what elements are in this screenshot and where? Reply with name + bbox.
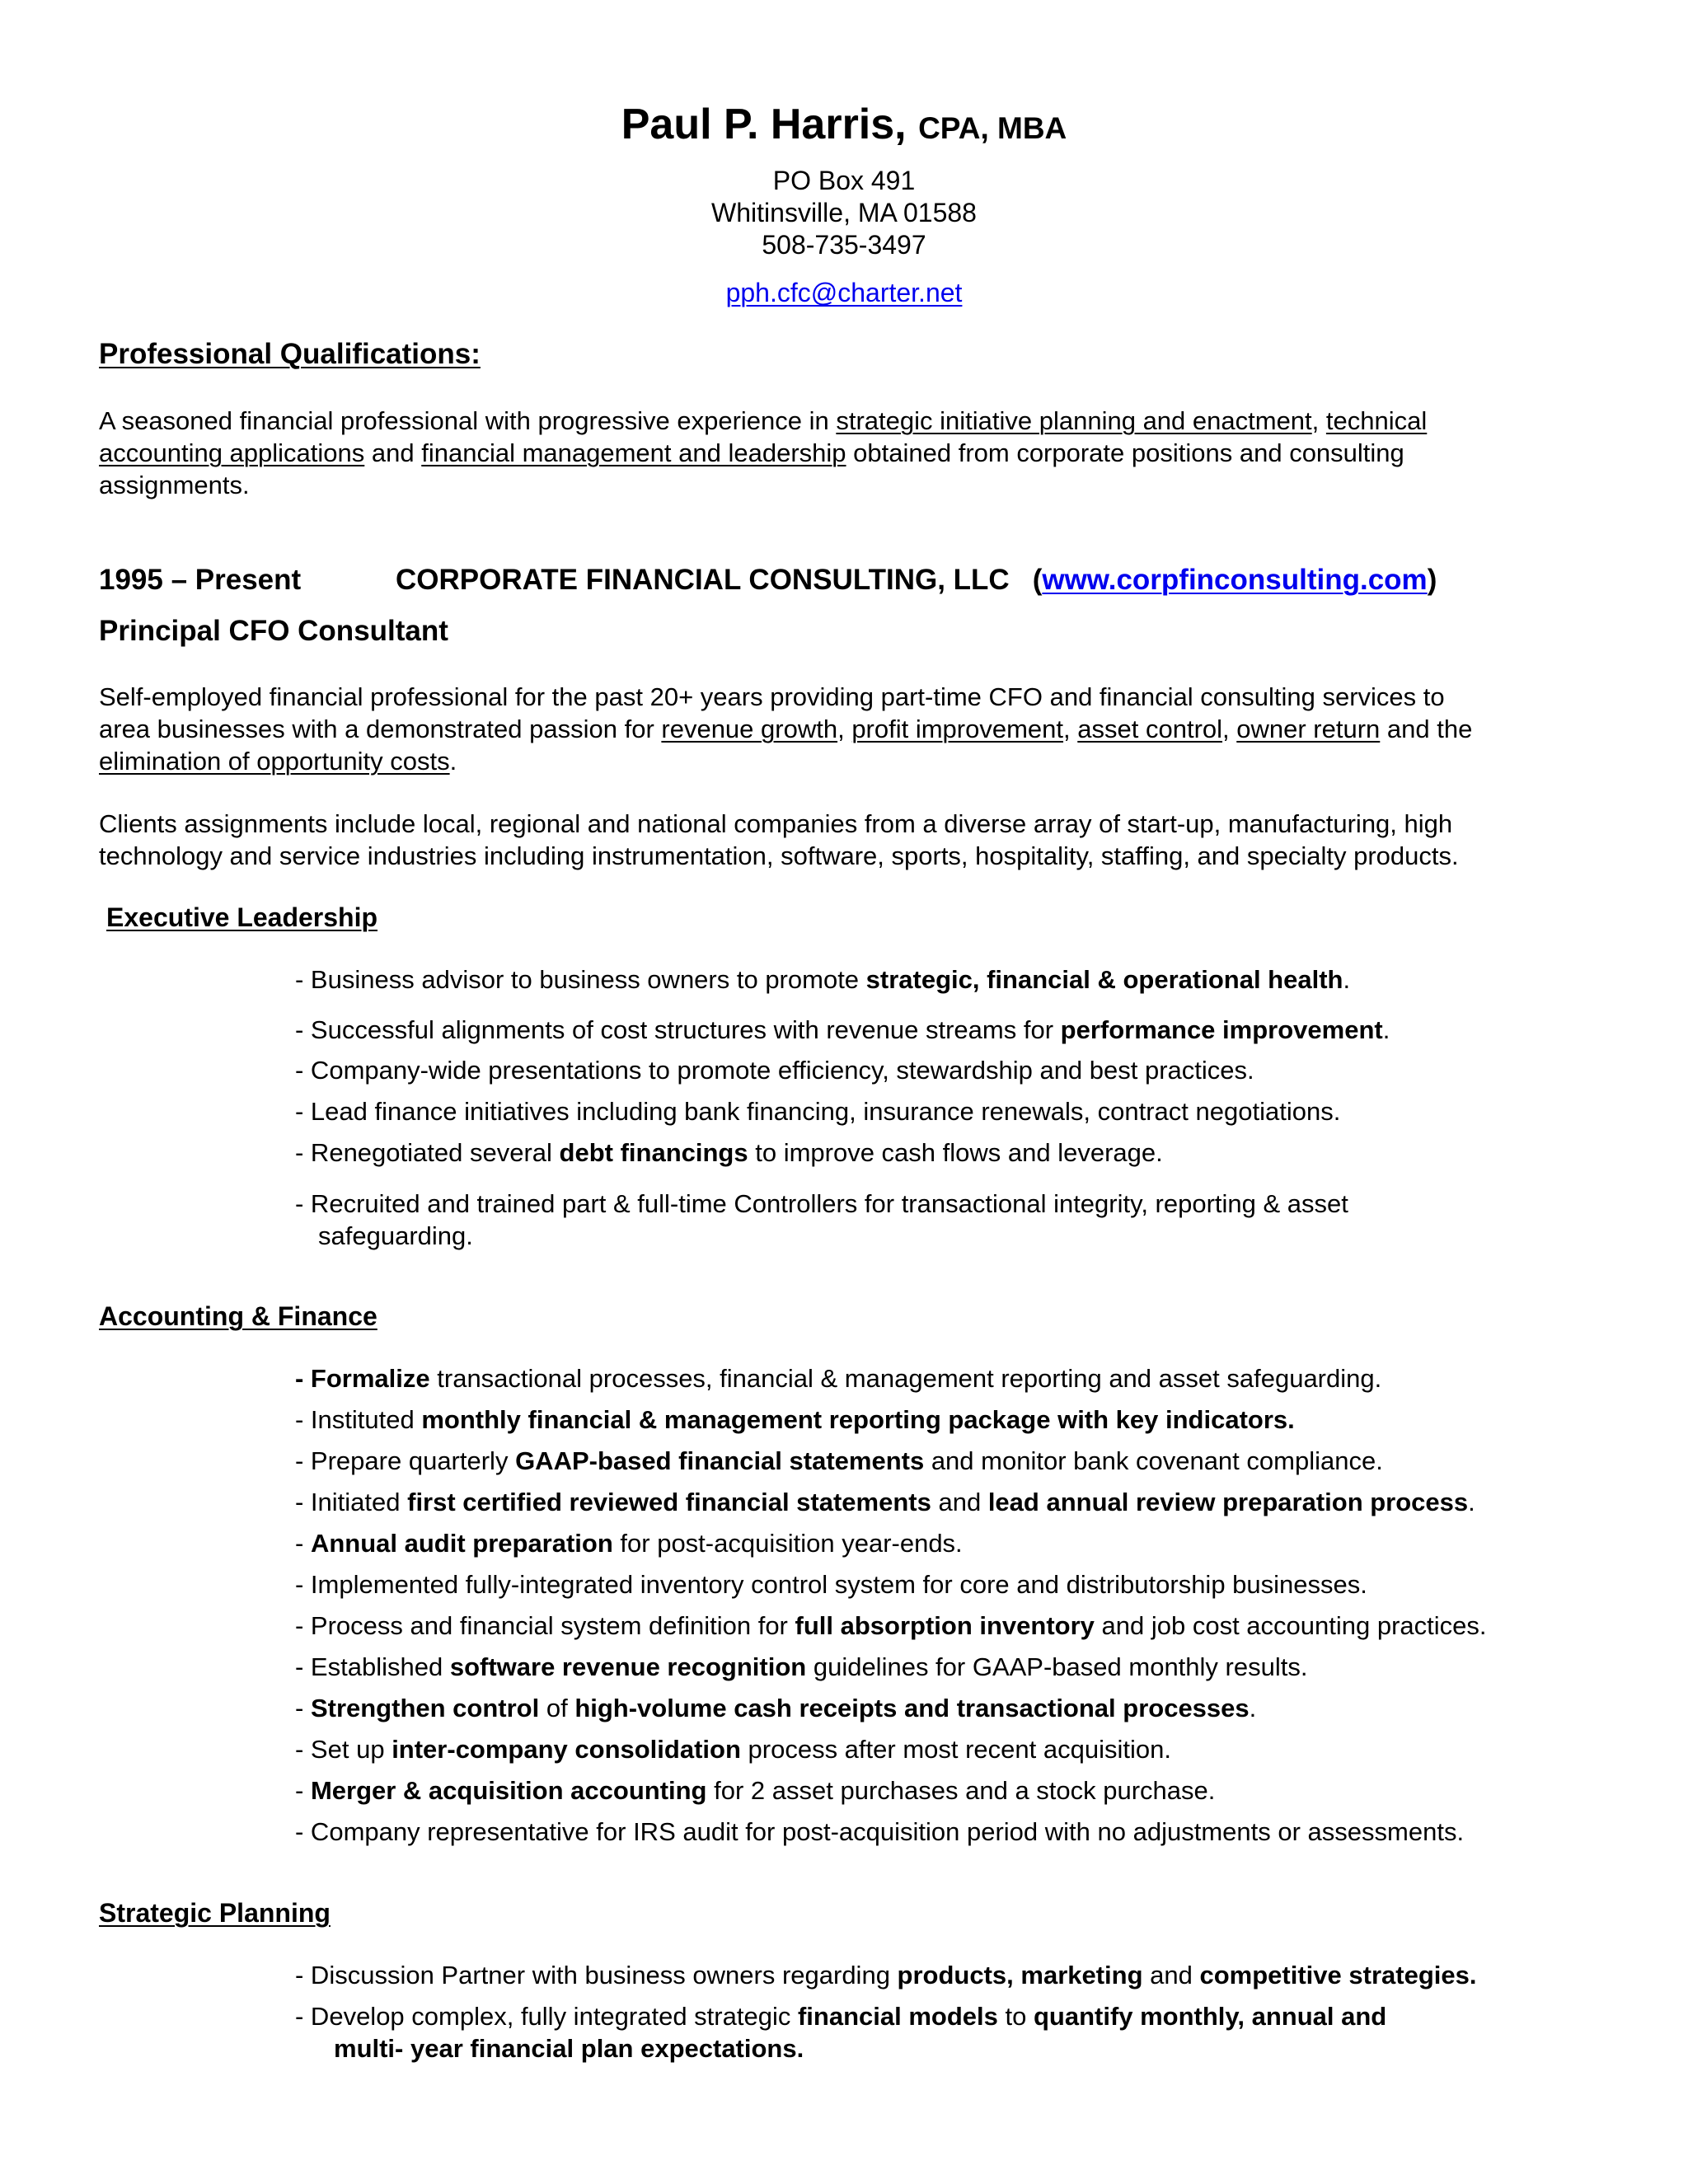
accounting-heading: Accounting & Finance (99, 1301, 377, 1331)
accounting-bullet (295, 1486, 1475, 1518)
bold-text: Merger & acquisition accounting (310, 1776, 707, 1805)
bold-text: software revenue recognition (449, 1652, 807, 1681)
text: . (1382, 1015, 1390, 1044)
underlined-text: financial management and leadership (421, 438, 846, 467)
text: - Develop complex, fully integrated strategic (295, 2002, 798, 2031)
text: and the (1380, 715, 1473, 743)
text: - (295, 1776, 311, 1805)
text: . (449, 747, 457, 776)
address-line-1: PO Box 491 (772, 166, 916, 195)
bold-text: lead annual review preparation process (987, 1488, 1469, 1516)
accounting-bullet (295, 1774, 1215, 1807)
text: . (1343, 965, 1351, 994)
bold-text: GAAP-based financial statements (515, 1446, 925, 1475)
text: . (1249, 1694, 1257, 1722)
email-link[interactable]: pph.cfc@charter.net (725, 278, 963, 307)
qualifications-line-3: assignments. (99, 471, 250, 499)
text: , (837, 715, 852, 743)
underlined-text: revenue growth (661, 715, 838, 743)
bold-text: first certified reviewed financial statements (407, 1488, 931, 1516)
candidate-name (0, 99, 1688, 154)
text: for 2 asset purchases and a stock purchase. (706, 1776, 1216, 1805)
accounting-bullet (295, 1527, 963, 1559)
underlined-text: accounting applications (99, 438, 365, 467)
text: - (295, 1694, 311, 1722)
text: , (1222, 715, 1237, 743)
text: and (1142, 1961, 1200, 1990)
qualifications-heading: Professional Qualifications: (99, 338, 481, 370)
text: , (1063, 715, 1078, 743)
text: - Set up (295, 1735, 392, 1764)
underlined-text: profit improvement (851, 715, 1064, 743)
position-dates: 1995 – Present (99, 564, 302, 596)
text: - Renegotiated several (295, 1138, 560, 1167)
accounting-bullet (295, 1404, 1295, 1436)
executive-bullet-continuation: safeguarding. (318, 1221, 473, 1250)
text: of (539, 1694, 575, 1722)
bold-text: quantify monthly, annual and (1033, 2002, 1387, 2031)
accounting-bullet (295, 1610, 1487, 1642)
underlined-text: technical (1325, 406, 1428, 435)
text: and (364, 438, 422, 467)
position-para2-line2: technology and service industries including instrumentation, software, sports, hospitality, staffing, and specialty products. (99, 841, 1459, 870)
executive-bullet (295, 1014, 1390, 1046)
accounting-bullet (295, 1651, 1307, 1683)
strategic-heading: Strategic Planning (99, 1898, 331, 1928)
bold-text: products, marketing (897, 1961, 1143, 1990)
executive-bullet: - Company-wide presentations to promote efficiency, stewardship and best practices. (295, 1056, 1254, 1085)
text: , (1311, 406, 1326, 435)
underlined-text: strategic initiative planning and enactment (836, 406, 1312, 435)
bold-text: full absorption inventory (795, 1611, 1095, 1640)
position-para1-line1: Self-employed financial professional for the past 20+ years providing part-time CFO and financial consulting services to (99, 682, 1445, 711)
text: - Instituted (295, 1405, 422, 1434)
bold-text: Strengthen control (310, 1694, 540, 1722)
executive-heading: Executive Leadership (106, 902, 378, 932)
text: and job cost accounting practices. (1094, 1611, 1487, 1640)
text: obtained from corporate positions and consulting (846, 438, 1404, 467)
position-para1-line2 (99, 713, 1472, 745)
paren: ( (1032, 564, 1043, 596)
position-para2-line1: Clients assignments include local, regional and national companies from a diverse array of start-up, manufacturing, high (99, 809, 1453, 838)
position-title: Principal CFO Consultant (99, 615, 448, 647)
executive-bullet: - Lead finance initiatives including bank financing, insurance renewals, contract negotiations. (295, 1097, 1341, 1126)
text: transactional processes, financial & management reporting and asset safeguarding. (429, 1364, 1382, 1393)
strategic-bullet (295, 2000, 1386, 2032)
text: - (295, 1529, 311, 1558)
text: - Successful alignments of cost structures with revenue streams for (295, 1015, 1061, 1044)
bold-text: inter-company consolidation (392, 1735, 741, 1764)
website-link[interactable]: www.corpfinconsulting.com (1042, 564, 1428, 596)
bold-text: financial models (797, 2002, 998, 2031)
bold-text: high-volume cash receipts and transactional processes (574, 1694, 1250, 1722)
email-row (0, 276, 1688, 309)
text: process after most recent acquisition. (740, 1735, 1171, 1764)
text: guidelines for GAAP-based monthly results. (806, 1652, 1308, 1681)
bold-text: Annual audit preparation (310, 1529, 613, 1558)
strategic-bullet (295, 1959, 1476, 1991)
text: . (1468, 1488, 1475, 1516)
address-line-2: Whitinsville, MA 01588 (711, 198, 977, 227)
bold-text: debt financings (559, 1138, 748, 1167)
qualifications-line-1 (99, 405, 1427, 437)
executive-bullet: - Recruited and trained part & full-time Controllers for transactional integrity, reporting & asset (295, 1189, 1348, 1218)
qualifications-line-2 (99, 437, 1404, 469)
bold-text: - Formalize (295, 1364, 430, 1393)
text: and monitor bank covenant compliance. (924, 1446, 1383, 1475)
company-text: CORPORATE FINANCIAL CONSULTING, LLC (396, 564, 1010, 596)
text: and (931, 1488, 988, 1516)
phone-number: 508-735-3497 (762, 230, 926, 260)
bold-text: monthly financial & management reporting package with key indicators. (421, 1405, 1295, 1434)
text: - Business advisor to business owners to promote (295, 965, 866, 994)
text: area businesses with a demonstrated passion for (99, 715, 662, 743)
bold-text: competitive strategies. (1199, 1961, 1477, 1990)
text: to (997, 2002, 1034, 2031)
credentials: CPA, MBA (918, 111, 1067, 145)
accounting-bullet (295, 1733, 1171, 1765)
text: - Established (295, 1652, 450, 1681)
text: A seasoned financial professional with progressive experience in (99, 406, 837, 435)
text: - Initiated (295, 1488, 408, 1516)
bold-text: performance improvement (1060, 1015, 1383, 1044)
position-para1-line3 (99, 745, 457, 777)
strategic-bullet-continuation: multi- year financial plan expectations. (334, 2034, 804, 2063)
text: to improve cash flows and leverage. (748, 1138, 1163, 1167)
paren: ) (1427, 564, 1437, 596)
accounting-bullet (295, 1692, 1256, 1724)
name-text: Paul P. Harris, (621, 101, 907, 148)
accounting-bullet: - Company representative for IRS audit for post-acquisition period with no adjustments or assessments. (295, 1817, 1465, 1846)
executive-bullet (295, 963, 1350, 996)
accounting-bullet (295, 1445, 1383, 1477)
underlined-text: owner return (1236, 715, 1381, 743)
text: - Prepare quarterly (295, 1446, 516, 1475)
company-name (396, 562, 1437, 598)
text: - Discussion Partner with business owners regarding (295, 1961, 898, 1990)
executive-bullet (295, 1137, 1163, 1169)
text: - Process and financial system definition for (295, 1611, 795, 1640)
underlined-text: asset control (1077, 715, 1223, 743)
text: for post-acquisition year-ends. (612, 1529, 963, 1558)
accounting-bullet (295, 1362, 1381, 1394)
underlined-text: elimination of opportunity costs (99, 747, 450, 776)
accounting-bullet: - Implemented fully-integrated inventory control system for core and distributorship businesses. (295, 1570, 1367, 1599)
bold-text: strategic, financial & operational health (865, 965, 1343, 994)
